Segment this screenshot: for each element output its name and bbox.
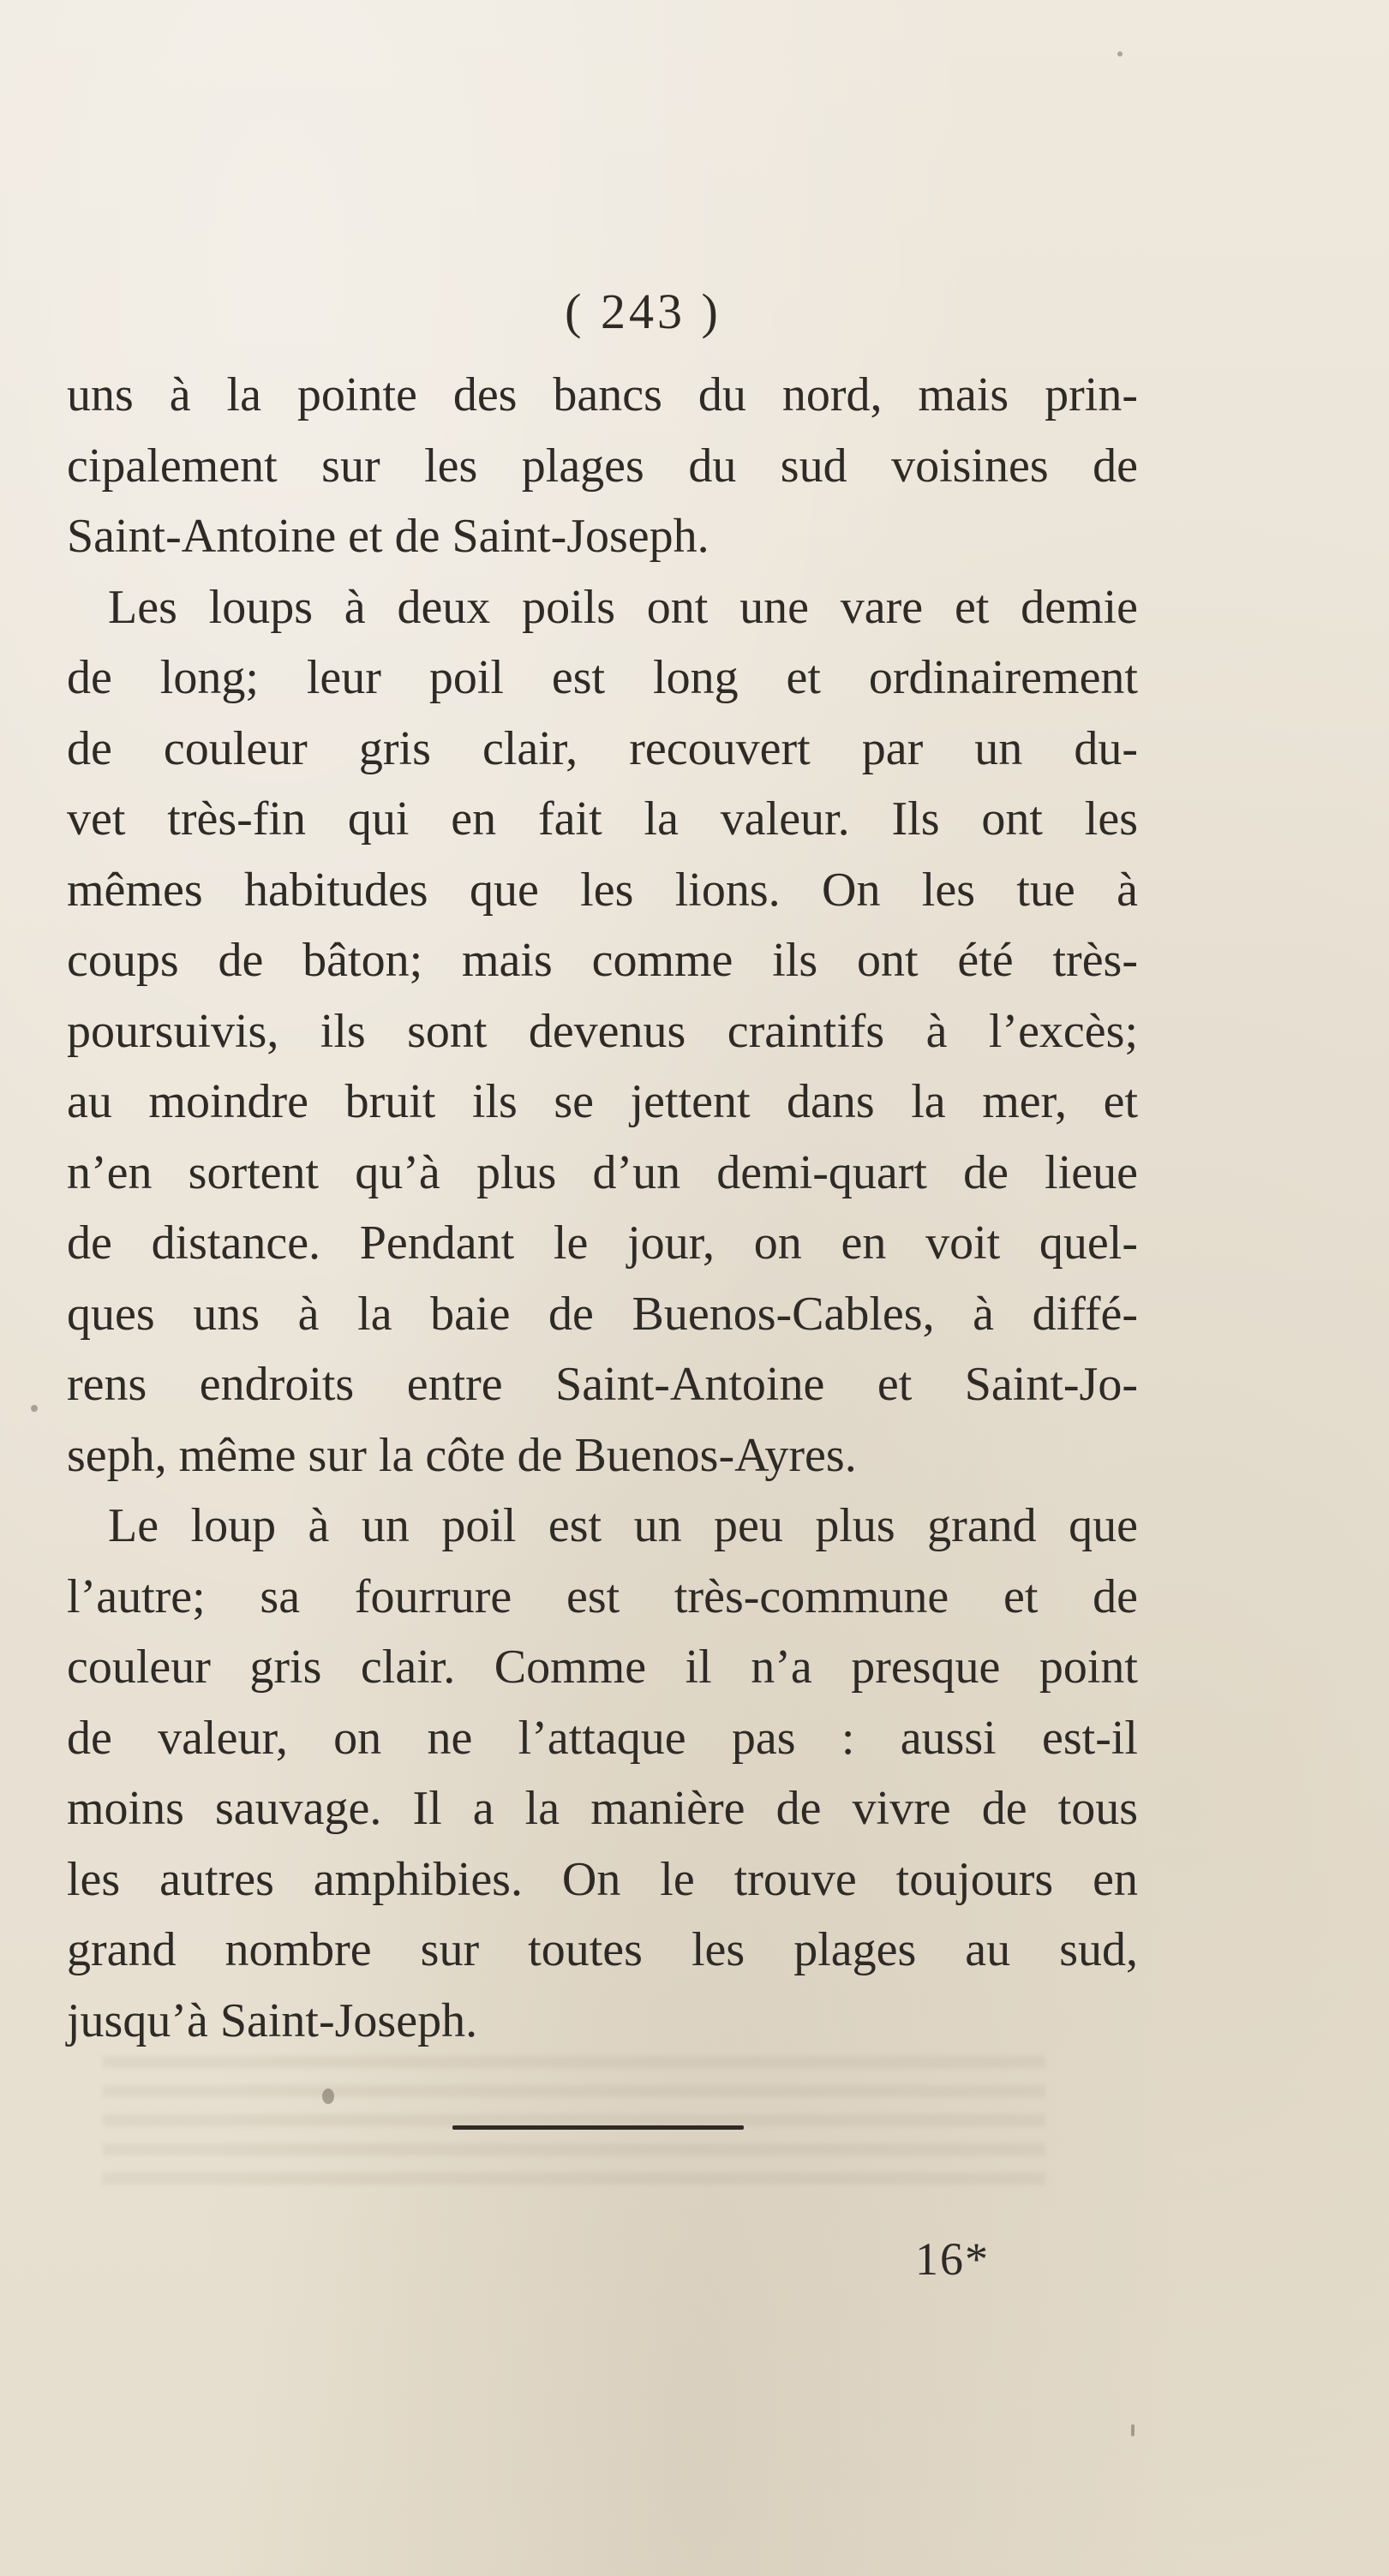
text-line: l’autre; sa fourrure est très-commune et de	[67, 1569, 1138, 1623]
signature-mark: 16*	[915, 2233, 990, 2285]
section-rule	[452, 2125, 744, 2130]
text-line: ques uns à la baie de Buenos-Cables, à diffé-	[67, 1287, 1138, 1341]
text-line: grand nombre sur toutes les plages au sud,	[67, 1923, 1138, 1976]
text-line: de distance. Pendant le jour, on en voit quel-	[67, 1216, 1138, 1270]
ink-speck	[1131, 2424, 1135, 2436]
text-line: couleur gris clair. Comme il n’a presque point	[67, 1641, 1138, 1694]
text-line: au moindre bruit ils se jettent dans la mer, et	[67, 1075, 1138, 1128]
text-line: coups de bâton; mais comme ils ont été très-	[67, 934, 1138, 987]
text-line: uns à la pointe des bancs du nord, mais prin-	[67, 368, 1138, 421]
page-number: ( 243 )	[565, 284, 721, 339]
text-line: cipalement sur les plages du sud voisines de	[67, 439, 1138, 493]
text-line: de couleur gris clair, recouvert par un du-	[67, 721, 1138, 775]
text-line: seph, même sur la côte de Buenos-Ayres.	[67, 1428, 857, 1482]
text-line: de long; leur poil est long et ordinairement	[67, 651, 1138, 704]
ink-speck	[1117, 51, 1123, 57]
text-line: vet très-fin qui en fait la valeur. Ils ont les	[67, 792, 1138, 846]
text-line: jusqu’à Saint-Joseph.	[67, 1993, 478, 2047]
text-line: Le loup à un poil est un peu plus grand que	[108, 1499, 1138, 1552]
text-line: n’en sortent qu’à plus d’un demi-quart de lieue	[67, 1145, 1138, 1199]
text-line: de valeur, on ne l’attaque pas : aussi est-il	[67, 1711, 1138, 1765]
text-line: rens endroits entre Saint-Antoine et Saint-Jo-	[67, 1358, 1138, 1411]
text-line: moins sauvage. Il a la manière de vivre de tous	[67, 1782, 1138, 1835]
text-line: les autres amphibies. On le trouve toujours en	[67, 1852, 1138, 1906]
text-line: Les loups à deux poils ont une vare et demie	[108, 580, 1138, 634]
body-text	[67, 360, 1138, 2056]
text-line: mêmes habitudes que les lions. On les tue à	[67, 863, 1138, 917]
ink-speck	[31, 1405, 38, 1412]
text-line: Saint-Antoine et de Saint-Joseph.	[67, 510, 709, 563]
ink-speck	[322, 2089, 334, 2104]
text-line: poursuivis, ils sont devenus craintifs à l’excès;	[67, 1004, 1138, 1058]
